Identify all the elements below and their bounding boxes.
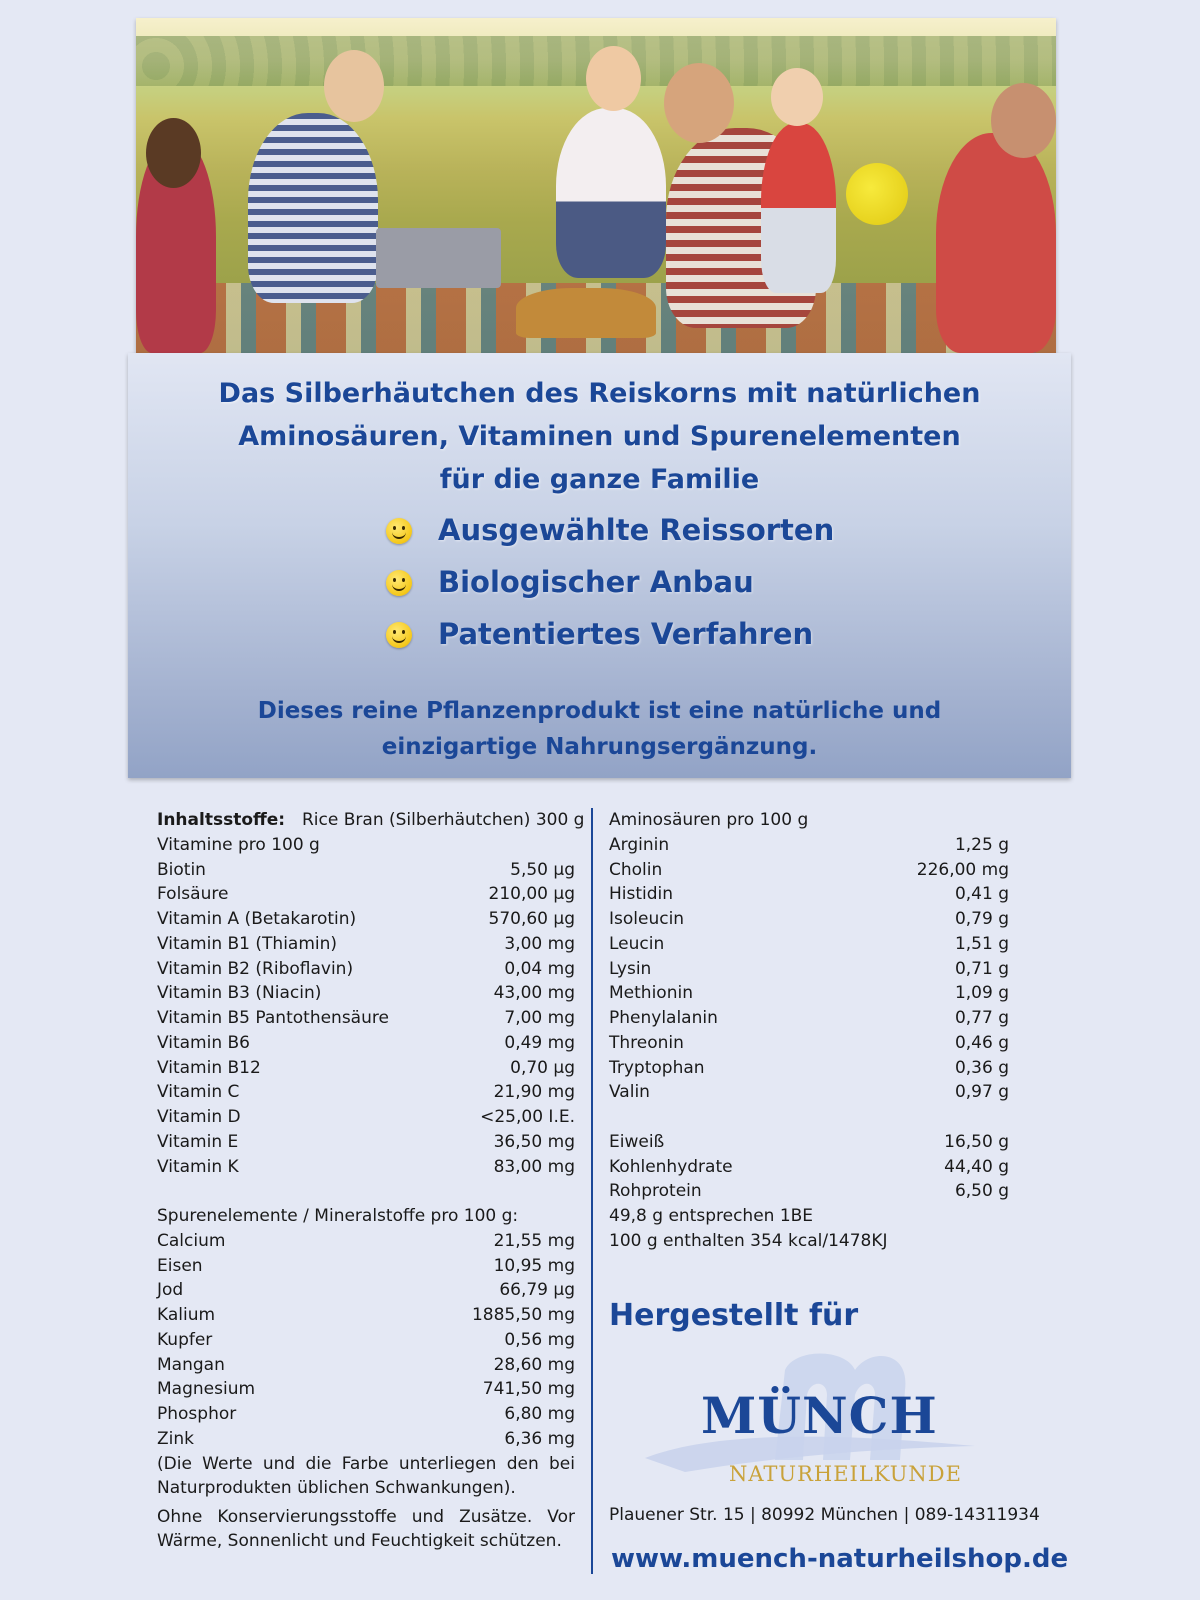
vitamin-value: 3,00 mg	[504, 933, 575, 954]
ingredients-label: Inhaltsstoffe:	[157, 810, 286, 830]
amino-acid-value: 0,97 g	[954, 1082, 1009, 1103]
vitamin-row	[157, 1031, 575, 1056]
amino-acid-value: 1,25 g	[954, 834, 1009, 855]
storage-note: Ohne Konservierungsstoffe und Zusätze. Vor Wärme, Sonnenlicht und Feuchtigkeit schützen.	[157, 1506, 575, 1551]
amino-acid-value: 0,79 g	[954, 909, 1009, 929]
mineral-name: Eisen	[157, 1255, 203, 1276]
photo-radio	[376, 228, 501, 288]
amino-acid-row	[609, 907, 1009, 932]
mineral-row	[157, 1278, 575, 1303]
amino-acid-row	[609, 1006, 1009, 1031]
amino-acid-name: Lysin	[609, 958, 652, 979]
photo-football	[846, 163, 908, 225]
mineral-value: 21,55 mg	[493, 1230, 575, 1251]
vitamin-row	[157, 1130, 575, 1155]
headline-line-3: für die ganze Familie	[439, 464, 760, 495]
vitamin-row	[157, 981, 575, 1006]
vitamin-name: Vitamin B1 (Thiamin)	[157, 933, 338, 954]
feature-label: Biologischer Anbau	[438, 565, 754, 599]
amino-acid-value: 226,00 mg	[916, 859, 1009, 880]
amino-heading: Aminosäuren pro 100 g	[609, 810, 809, 830]
vitamin-name: Vitamin B6	[157, 1032, 251, 1053]
amino-acid-name: Phenylalanin	[609, 1008, 718, 1028]
photo-head	[991, 83, 1056, 158]
vitamin-name: Vitamin B3 (Niacin)	[157, 983, 322, 1004]
mineral-value: 1885,50 mg	[471, 1305, 575, 1325]
vitamin-row	[157, 858, 575, 883]
vitamin-row	[157, 957, 575, 982]
mineral-name: Phosphor	[157, 1404, 237, 1424]
smiley-icon	[386, 570, 412, 596]
headline	[128, 372, 1071, 501]
vitamin-value: 0,49 mg	[504, 1032, 575, 1053]
variance-note: (Die Werte und die Farbe unterliegen den bei Naturprodukten üblichen Schwankungen).	[157, 1453, 575, 1498]
amino-acid-value: 0,71 g	[954, 958, 1009, 979]
tagline	[128, 693, 1071, 765]
nutrition-value: 16,50 g	[944, 1131, 1009, 1152]
amino-list	[609, 833, 1009, 1105]
photo-head	[324, 50, 384, 122]
amino-acid-name: Cholin	[609, 859, 663, 880]
mineral-row	[157, 1229, 575, 1254]
amino-acid-row	[609, 858, 1009, 883]
vitamin-value: <25,00 I.E.	[480, 1107, 575, 1127]
vitamin-name: Folsäure	[157, 884, 229, 905]
mineral-name: Calcium	[157, 1230, 226, 1251]
mineral-row	[157, 1427, 575, 1452]
smiley-icon	[386, 622, 412, 648]
photo-person-girl	[556, 108, 666, 278]
energy-row	[609, 1229, 1009, 1254]
amino-acid-name: Methionin	[609, 983, 693, 1004]
amino-acid-value: 0,77 g	[954, 1008, 1009, 1028]
minerals-heading: Spurenelemente / Mineralstoffe pro 100 g:	[157, 1206, 519, 1226]
mineral-list	[157, 1229, 575, 1452]
photo-person-woman-right	[936, 133, 1056, 353]
nutrition-name: Rohprotein	[609, 1181, 702, 1202]
photo-head	[146, 118, 201, 188]
vitamin-row	[157, 1056, 575, 1081]
nutrition-row	[609, 1155, 1009, 1180]
hero-family-picnic-photo	[136, 18, 1056, 353]
ingredients-left-column	[157, 808, 585, 1554]
website-link[interactable]: www.muench-naturheilshop.de	[611, 1544, 1069, 1574]
column-divider	[591, 808, 593, 1574]
vitamin-name: Vitamin K	[157, 1156, 239, 1177]
vitamin-value: 0,70 µg	[510, 1057, 575, 1078]
minerals-heading-row	[157, 1204, 575, 1229]
vitamin-row	[157, 882, 575, 907]
vitamin-value: 7,00 mg	[504, 1008, 575, 1028]
amino-acid-row	[609, 1031, 1009, 1056]
smiley-icon	[386, 518, 412, 544]
mineral-value: 0,56 mg	[504, 1329, 575, 1350]
headline-line-1: Das Silberhäutchen des Reiskorns mit natürlichen	[218, 378, 981, 409]
photo-person-toddler	[761, 123, 836, 293]
amino-acid-name: Valin	[609, 1082, 650, 1103]
vitamin-value: 36,50 mg	[493, 1131, 575, 1152]
amino-acid-value: 1,09 g	[954, 983, 1009, 1004]
vitamin-name: Vitamin E	[157, 1131, 239, 1152]
vitamin-name: Vitamin B5 Pantothensäure	[157, 1008, 389, 1028]
vitamins-heading-row	[157, 833, 575, 858]
vitamin-name: Vitamin B2 (Riboflavin)	[157, 958, 354, 979]
ingredients-right-column	[609, 808, 1009, 1254]
amino-acid-row	[609, 981, 1009, 1006]
vitamin-value: 83,00 mg	[493, 1156, 575, 1177]
mineral-row	[157, 1377, 575, 1402]
photo-head	[664, 63, 734, 143]
vitamin-name: Vitamin C	[157, 1082, 240, 1103]
spacer	[157, 1179, 575, 1204]
nutrition-value: 6,50 g	[954, 1181, 1009, 1202]
vitamin-row	[157, 1105, 575, 1130]
photo-fruit-basket	[516, 288, 656, 338]
vitamin-value: 570,60 µg	[488, 909, 575, 929]
ingredients-value: Rice Bran (Silberhäutchen) 300 g	[302, 810, 585, 830]
mineral-value: 741,50 mg	[482, 1379, 575, 1400]
vitamin-value: 43,00 mg	[493, 983, 575, 1004]
be-text: 49,8 g entsprechen 1BE	[609, 1206, 814, 1226]
photo-head	[771, 68, 823, 126]
amino-acid-value: 0,41 g	[954, 884, 1009, 905]
be-row	[609, 1204, 1009, 1229]
mineral-value: 6,80 mg	[504, 1404, 575, 1424]
amino-acid-row	[609, 882, 1009, 907]
vitamin-value: 0,04 mg	[504, 958, 575, 979]
mineral-row	[157, 1353, 575, 1378]
amino-acid-row	[609, 833, 1009, 858]
photo-head	[586, 46, 641, 111]
photo-person-woman-striped	[248, 113, 378, 303]
mineral-value: 10,95 mg	[493, 1255, 575, 1276]
ingredients-row	[157, 808, 585, 833]
mineral-name: Jod	[157, 1280, 184, 1301]
vitamin-row	[157, 932, 575, 957]
spacer	[609, 1105, 1009, 1130]
energy-text: 100 g enthalten 354 kcal/1478KJ	[609, 1230, 888, 1251]
mineral-name: Kupfer	[157, 1329, 213, 1350]
tagline-line-1: Dieses reine Pflanzenprodukt ist eine natürliche und	[257, 698, 942, 724]
amino-acid-row	[609, 957, 1009, 982]
vitamin-value: 210,00 µg	[488, 884, 575, 905]
amino-acid-name: Histidin	[609, 884, 674, 905]
made-for-heading: Hergestellt für	[609, 1298, 859, 1333]
amino-acid-row	[609, 932, 1009, 957]
mineral-name: Zink	[157, 1428, 194, 1449]
vitamin-name: Vitamin A (Betakarotin)	[157, 909, 357, 929]
muench-logo	[645, 1350, 975, 1498]
vitamin-row	[157, 907, 575, 932]
amino-acid-value: 0,46 g	[954, 1032, 1009, 1053]
mineral-value: 66,79 µg	[499, 1280, 575, 1301]
nutrition-value: 44,40 g	[944, 1156, 1009, 1177]
address: Plauener Str. 15 | 80992 München | 089-14311934	[609, 1505, 1040, 1525]
vitamin-name: Vitamin B12	[157, 1057, 261, 1078]
logo-subtitle: NATURHEILKUNDE	[729, 1462, 962, 1486]
vitamin-name: Biotin	[157, 859, 206, 880]
nutrition-name: Eiweiß	[609, 1131, 665, 1152]
amino-acid-name: Arginin	[609, 834, 670, 855]
vitamin-list	[157, 858, 575, 1180]
feature-label: Patentiertes Verfahren	[438, 617, 814, 651]
nutrition-name: Kohlenhydrate	[609, 1156, 733, 1177]
vitamin-value: 21,90 mg	[493, 1082, 575, 1103]
amino-acid-row	[609, 1080, 1009, 1105]
mineral-name: Kalium	[157, 1305, 216, 1325]
vitamin-name: Vitamin D	[157, 1107, 241, 1127]
amino-acid-value: 1,51 g	[954, 933, 1009, 954]
mineral-row	[157, 1402, 575, 1427]
vitamins-heading: Vitamine pro 100 g	[157, 834, 320, 855]
logo-wordmark: MÜNCH	[701, 1386, 938, 1445]
headline-line-2: Aminosäuren, Vitaminen und Spurenelementen	[238, 421, 961, 452]
nutrition-row	[609, 1179, 1009, 1204]
vitamin-row	[157, 1080, 575, 1105]
amino-heading-row	[609, 808, 1009, 833]
amino-acid-name: Threonin	[609, 1032, 684, 1053]
vitamin-row	[157, 1006, 575, 1031]
mineral-name: Magnesium	[157, 1379, 256, 1400]
amino-acid-name: Isoleucin	[609, 909, 685, 929]
feature-label: Ausgewählte Reissorten	[438, 513, 835, 547]
amino-acid-name: Tryptophan	[609, 1057, 705, 1078]
vitamin-row	[157, 1155, 575, 1180]
amino-acid-name: Leucin	[609, 933, 665, 954]
mineral-row	[157, 1254, 575, 1279]
nutrition-list	[609, 1130, 1009, 1204]
mineral-value: 28,60 mg	[493, 1354, 575, 1375]
tagline-line-2: einzigartige Nahrungsergänzung.	[381, 734, 818, 760]
nutrition-row	[609, 1130, 1009, 1155]
info-panel	[128, 353, 1071, 778]
mineral-row	[157, 1303, 575, 1328]
mineral-value: 6,36 mg	[504, 1428, 575, 1449]
mineral-name: Mangan	[157, 1354, 225, 1375]
mineral-row	[157, 1328, 575, 1353]
amino-acid-value: 0,36 g	[954, 1057, 1009, 1078]
vitamin-value: 5,50 µg	[510, 859, 575, 880]
amino-acid-row	[609, 1056, 1009, 1081]
